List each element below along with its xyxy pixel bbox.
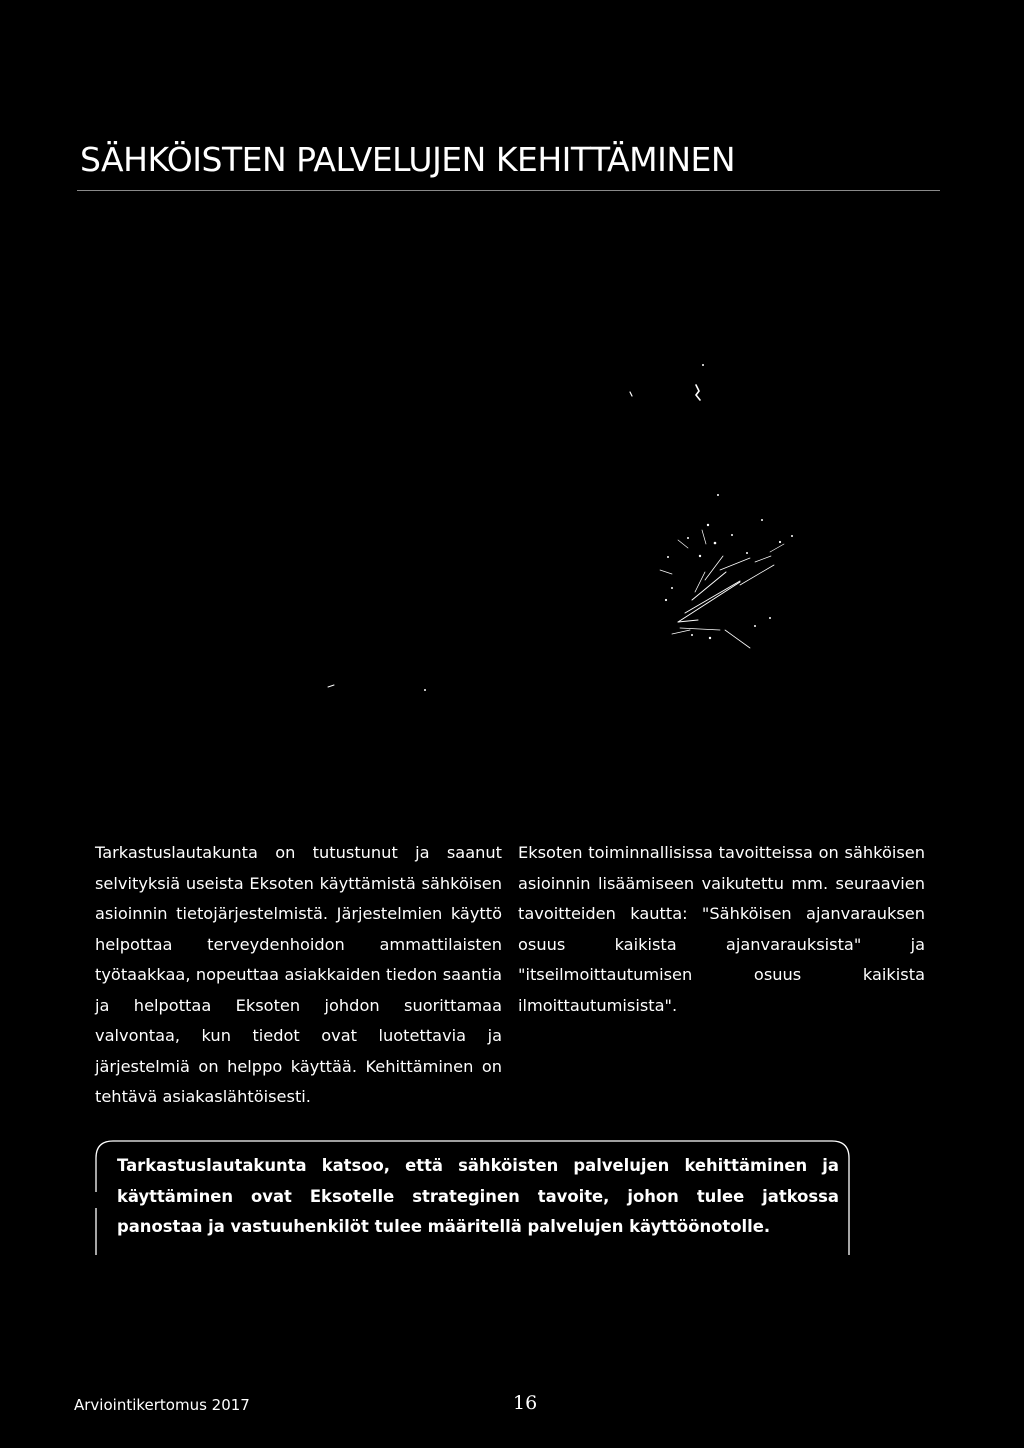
right-column-paragraph: Eksoten toiminnallisissa tavoitteissa on sähköisen asioinnin lisäämiseen vaikutettu mm. seuraavien tavoitteiden kautta: "Sähköisen ajanvarauksen osuus kaikista ajanvarauksista" ja "itseilmoittautumisen osuus kaikista ilmoittautumisista". bbox=[518, 843, 925, 1015]
page-number: 16 bbox=[513, 1392, 538, 1414]
title-divider bbox=[77, 190, 940, 191]
dark-photo bbox=[300, 330, 860, 730]
left-column-paragraph: Tarkastuslautakunta on tutustunut ja saanut selvityksiä useista Eksoten käyttämistä sähköisen asioinnin tietojärjestelmistä. Järjestelmien käyttö helpottaa terveydenhoidon ammattilaisten työtaakkaa, nopeuttaa asiakkaiden tiedon saantia ja helpottaa Eksoten johdon suorittamaa valvontaa, kun tiedot ovat luotettavia ja järjestelmiä on helppo käyttää. Kehittäminen on tehtävä asiakaslähtöisesti. bbox=[95, 843, 502, 1106]
footer-report-name: Arviointikertomus 2017 bbox=[74, 1396, 250, 1414]
callout-text: Tarkastuslautakunta katsoo, että sähköisten palvelujen kehittäminen ja käyttäminen ovat Eksotelle strateginen tavoite, johon tulee jatkossa panostaa ja vastuuhenkilöt tulee määritellä palvelujen käyttöönotolle. bbox=[117, 1156, 839, 1236]
conclusion-callout bbox=[95, 1140, 850, 1268]
page-title: SÄHKÖISTEN PALVELUJEN KEHITTÄMINEN bbox=[80, 140, 736, 179]
